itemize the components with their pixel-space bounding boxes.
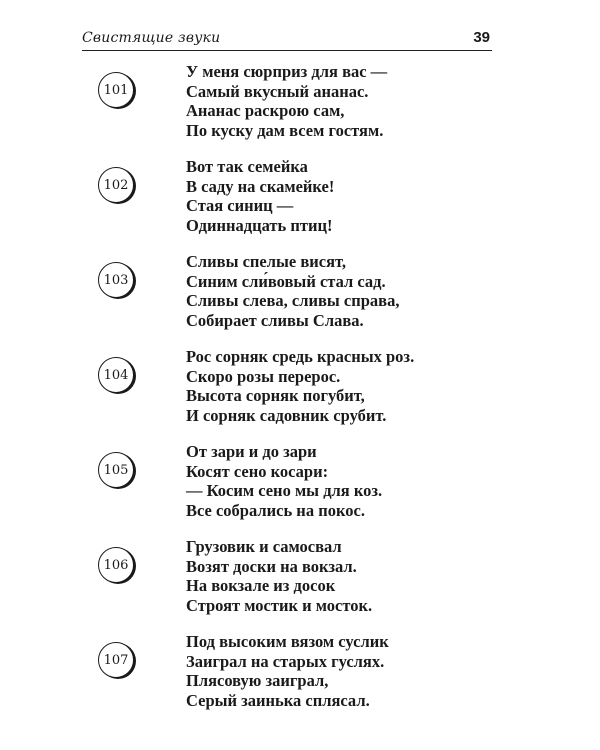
exercise-104 — [98, 347, 458, 435]
verse — [186, 537, 372, 615]
verse-line: Все собрались на покос. — [186, 500, 365, 520]
verse-line: Сливы спелые висят, — [186, 252, 346, 271]
page-number: 39 — [473, 29, 490, 46]
verse-line: Заиграл на старых гуслях. — [186, 651, 385, 671]
verse-line: У меня сюрприз для вас — — [186, 62, 388, 81]
verse — [186, 632, 389, 710]
verse-line: Серый заинька сплясал. — [186, 690, 370, 710]
verse-line: Строят мостик и мосток. — [186, 595, 373, 615]
verse-line: Косят сено косари: — [186, 461, 329, 481]
verse-line: От зари и до зари — [186, 442, 317, 461]
exercise-106 — [98, 537, 458, 625]
exercise-number-badge: 102 — [98, 167, 134, 203]
exercise-number-badge: 106 — [98, 547, 134, 583]
exercise-101 — [98, 62, 458, 150]
exercise-103 — [98, 252, 458, 340]
page-header — [82, 28, 492, 51]
exercise-number-badge: 101 — [98, 72, 134, 108]
verse-line: Возят доски на вокзал. — [186, 556, 357, 576]
verse-line: Скоро розы перерос. — [186, 366, 341, 386]
verse-line: На вокзале из досок — [186, 576, 336, 595]
verse-line: И сорняк садовник срубит. — [186, 405, 387, 425]
verse — [186, 347, 414, 425]
verse-line: Плясовую заиграл, — [186, 671, 329, 690]
verse-line: Рос сорняк средь красных роз. — [186, 347, 415, 366]
verse-line: По куску дам всем гостям. — [186, 120, 384, 140]
verse-line: В саду на скамейке! — [186, 176, 335, 196]
exercise-number-badge: 103 — [98, 262, 134, 298]
verse-line: Вот так семейка — [186, 157, 308, 176]
exercise-105 — [98, 442, 458, 530]
verse-line: Самый вкусный ананас. — [186, 81, 369, 101]
verse-line: Собирает сливы Слава. — [186, 310, 364, 330]
verse — [186, 157, 334, 235]
verse-line: Высота сорняк погубит, — [186, 386, 365, 405]
verse-line: Стая синиц — — [186, 196, 294, 215]
verse-line: Синим сли́вовый стал сад. — [186, 271, 386, 291]
exercise-number-badge: 107 — [98, 642, 134, 678]
exercise-number-badge: 104 — [98, 357, 134, 393]
verse-line: Грузовик и самосвал — [186, 537, 342, 556]
exercise-107 — [98, 632, 458, 720]
verse — [186, 62, 387, 140]
verse-line: Сливы слева, сливы справа, — [186, 291, 400, 310]
verse-line: Под высоким вязом суслик — [186, 632, 389, 651]
verse — [186, 252, 399, 330]
section-title: Свистящие звуки — [82, 30, 221, 46]
verse-line: Ананас раскрою сам, — [186, 101, 345, 120]
exercise-number-badge: 105 — [98, 452, 134, 488]
verse — [186, 442, 382, 520]
verse-line: — Косим сено мы для коз. — [186, 481, 383, 500]
verse-line: Одиннадцать птиц! — [186, 215, 333, 235]
exercise-102 — [98, 157, 458, 245]
